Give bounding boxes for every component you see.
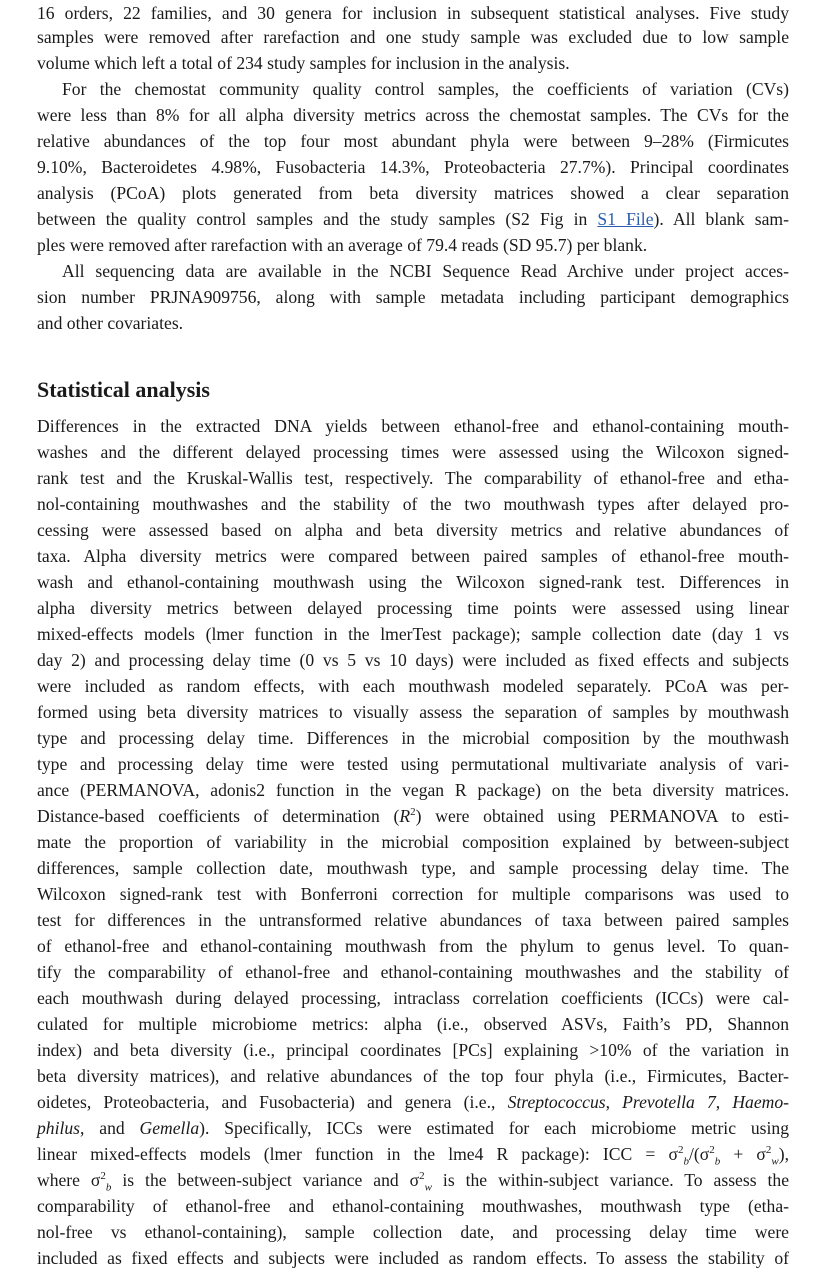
text-line: index) and beta diversity (i.e., principal coordinates [PCs] explaining >10% of the variation in [37,1040,789,1060]
text-line: nol-containing mouthwashes and the stability of the two mouthwash types after delayed pro- [37,494,789,514]
text-line: 9.10%, Bacteroidetes 4.98%, Fusobacteria 14.3%, Proteobacteria 27.7%). Principal coordinates [37,157,789,177]
text-line: samples were removed after rarefaction and one study sample was excluded due to low sample [37,27,789,47]
text-line: Wilcoxon signed-rank test with Bonferroni correction for multiple comparisons was used to [37,884,789,904]
genus-name: Gemella [139,1118,200,1138]
text-span: Distance-based coefficients of determination ( [37,806,400,826]
text-line: comparability of ethanol-free and ethanol-containing mouthwashes, mouthwash type (etha- [37,1196,789,1216]
superscript: 2 [709,1144,715,1157]
text-line: ples were removed after rarefaction with an average of 79.4 reads (SD 95.7) per blank. [37,235,648,255]
text-line: were less than 8% for all alpha diversity metrics across the chemostat samples. The CVs for the [37,105,789,125]
superscript: 2 [419,1170,425,1183]
genus-name: philus [37,1118,81,1138]
text-span: /(σ [688,1144,710,1164]
text-line: volume which left a total of 234 study samples for inclusion in the analysis. [37,53,570,73]
text-span: ). Specifically, ICCs were estimated for each microbiome metric using [199,1118,789,1138]
text-line: culated for multiple microbiome metrics: alpha (i.e., observed ASVs, Faith’s PD, Shannon [37,1014,789,1034]
text-line [37,803,789,829]
subscript: b [714,1155,721,1168]
text-line [37,1141,789,1167]
text-line: formed using beta diversity matrices to visually assess the separation of samples by mouthwash [37,702,789,722]
text-line [37,1115,789,1141]
text-line: For the chemostat community quality control samples, the coefficients of variation (CVs) [62,79,789,99]
s1-file-link[interactable]: S1 File [597,209,654,229]
section-heading: Statistical analysis [37,377,210,402]
superscript: 2 [410,806,416,819]
text-span: between the quality control samples and the study samples (S2 Fig in [37,209,598,229]
text-line: nol-free vs ethanol-containing), sample collection date, and processing delay time were [37,1222,789,1242]
text-line: rank test and the Kruskal-Wallis test, respectively. The comparability of ethanol-free and etha- [37,468,789,488]
genus-name: Streptococcus [507,1092,606,1112]
subscript: w [771,1155,779,1168]
text-span: , [715,1092,733,1112]
text-line: test for differences in the untransformed relative abundances of taxa between paired samples [37,910,789,930]
text-line: Differences in the extracted DNA yields between ethanol-free and ethanol-containing mouth- [37,416,789,436]
text-span: ) were obtained using PERMANOVA to esti- [415,806,789,826]
text-span: , and [80,1118,140,1138]
text-span: , [605,1092,623,1112]
text-line: and other covariates. [37,313,184,333]
text-line: All sequencing data are available in the NCBI Sequence Read Archive under project acces- [62,261,789,281]
text-span: + σ [720,1144,766,1164]
text-line [37,1089,789,1115]
genus-name: Prevotella 7 [622,1092,716,1112]
text-line: mixed-effects models (lmer function in the lmerTest package); sample collection date (day 1 vs [37,624,789,644]
text-line: cessing were assessed based on alpha and beta diversity metrics and relative abundances of [37,520,789,540]
superscript: 2 [765,1144,772,1157]
text-line: included as fixed effects and subjects were included as random effects. To assess the stability of [37,1248,789,1268]
text-line: ance (PERMANOVA, adonis2 function in the vegan R package) on the beta diversity matrices. [37,780,789,800]
text-span: is the between-subject variance and σ [111,1170,420,1190]
text-line: each mouthwash during delayed processing, intraclass correlation coefficients (ICCs) were cal- [37,988,789,1008]
text-line: analysis (PCoA) plots generated from beta diversity matrices showed a clear separation [37,183,789,203]
text-span: linear mixed-effects models (lmer function in the lme4 R package): ICC = σ [37,1144,678,1164]
text-line [37,206,789,232]
text-line: beta diversity matrices), and relative abundances of the top four phyla (i.e., Firmicutes, Bacter- [37,1066,789,1086]
text-line: 16 orders, 22 families, and 30 genera for inclusion in subsequent statistical analyses. Five study [37,3,789,23]
text-span: oidetes, Proteobacteria, and Fusobacteria) and genera (i.e., [37,1092,508,1112]
text-span: is the within-subject variance. To assess the [431,1170,789,1190]
text-line: were included as random effects, with each mouthwash modeled separately. PCoA was per- [37,676,789,696]
text-line: washes and the different delayed processing times were assessed using the Wilcoxon signed- [37,442,789,462]
text-span: where σ [37,1170,101,1190]
text-line: of ethanol-free and ethanol-containing mouthwash from the phylum to genus level. To quan- [37,936,789,956]
subscript: b [105,1181,112,1194]
text-line: mate the proportion of variability in the microbial composition explained by between-subject [37,832,789,852]
text-line: wash and ethanol-containing mouthwash using the Wilcoxon signed-rank test. Differences in [37,572,789,592]
subscript: b [683,1155,689,1168]
text-line: type and processing delay time were tested using permutational multivariate analysis of vari- [37,754,789,774]
text-line: day 2) and processing delay time (0 vs 5 vs 10 days) were included as fixed effects and subjects [37,650,789,670]
superscript: 2 [100,1170,106,1183]
text-line: sion number PRJNA909756, along with sample metadata including participant demographics [37,287,789,307]
subscript: w [424,1181,432,1194]
text-line: differences, sample collection date, mouthwash type, and sample processing delay time. The [37,858,789,878]
genus-name: Haemo- [732,1092,790,1112]
text-line: relative abundances of the top four most abundant phyla were between 9–28% (Firmicutes [37,131,789,151]
text-span: ), [778,1144,789,1164]
text-span: ). All blank sam- [653,209,789,229]
text-line: taxa. Alpha diversity metrics were compared between paired samples of ethanol-free mouth- [37,546,789,566]
text-line: alpha diversity metrics between delayed processing time points were assessed using linear [37,598,789,618]
text-line: tify the comparability of ethanol-free and ethanol-containing mouthwashes and the stability of [37,962,789,982]
text-line: type and processing delay time. Differences in the microbial composition by the mouthwash [37,728,789,748]
r-squared-symbol: R [399,806,411,826]
superscript: 2 [677,1144,684,1157]
text-line [37,1167,789,1193]
